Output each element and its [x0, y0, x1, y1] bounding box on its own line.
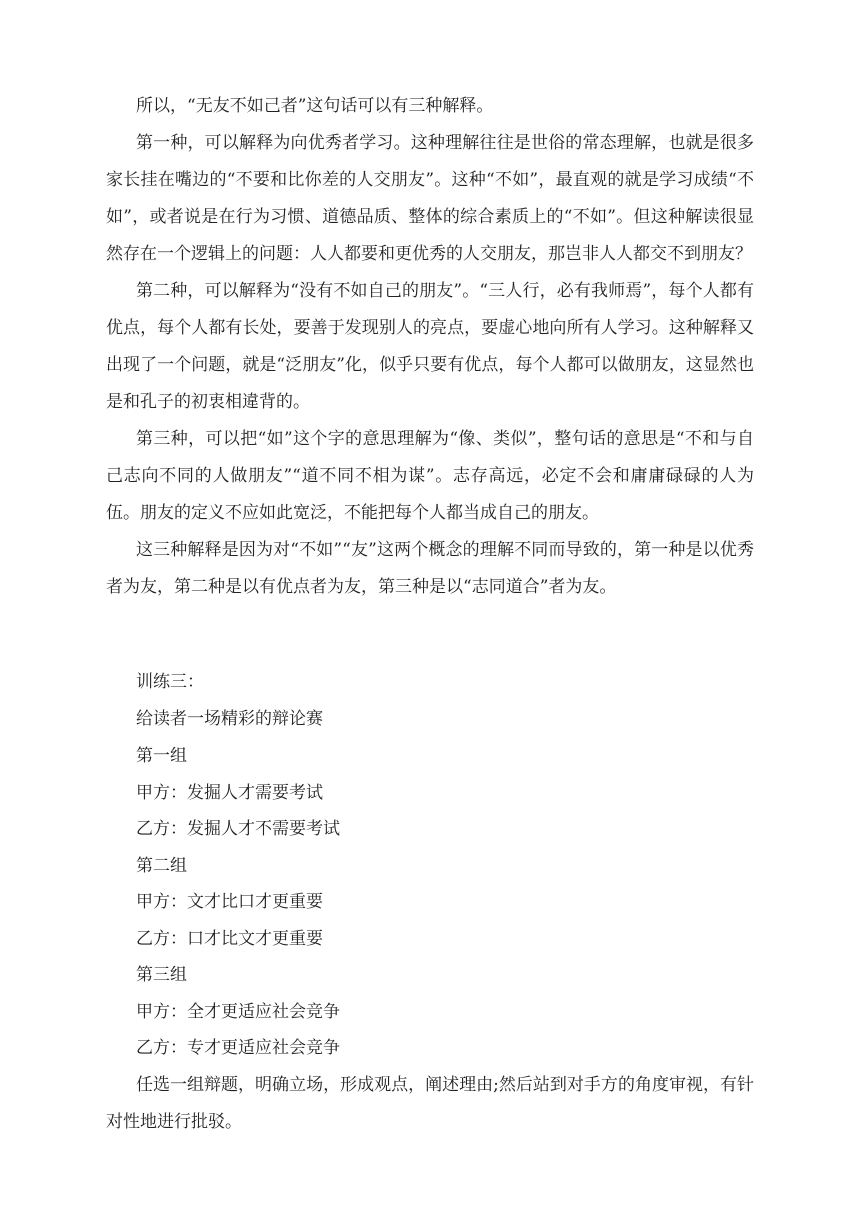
group-1-side-b: 乙方：发掘人才不需要考试 — [136, 819, 340, 839]
training-heading: 训练三： — [136, 672, 204, 692]
group-1-side-a: 甲方：发掘人才需要考试 — [136, 782, 323, 803]
training-task: 任选一组辩题，明确立场，形成观点，阐述理由;然后站到对手方的角度审视，有针对性地进行批驳。 — [106, 1074, 754, 1132]
group-3-side-a: 甲方：全才更适应社会竞争 — [136, 1001, 340, 1022]
paragraph-intro: 所以，“无友不如己者”这句话可以有三种解释。 — [136, 96, 494, 116]
paragraph-summary: 这三种解释是因为对“不如”“友”这两个概念的理解不同而导致的，第一种是以优秀者为友，第二种是以有优点者为友，第三种是以“志同道合”者为友。 — [106, 540, 754, 597]
group-3-label: 第三组 — [136, 965, 187, 985]
document-page — [106, 88, 754, 1141]
paragraph-third-interpretation: 第三种，可以把“如”这个字的意思理解为“像、类似”，整句话的意思是“不和与自己志向不同的人做朋友”“道不同不相为谋”。志存高远，必定不会和庸庸碌碌的人为伍。朋友的定义不应如此宽泛，不能把每个人都当成自己的朋友。 — [106, 429, 754, 523]
group-1-label: 第一组 — [136, 746, 187, 766]
paragraph-second-interpretation: 第二种，可以解释为“没有不如自己的朋友”。“三人行，必有我师焉”，每个人都有优点，每个人都有长处，要善于发现别人的亮点，要虚心地向所有人学习。这种解释又出现了一个问题，就是“泛朋友”化，似乎只要有优点，每个人都可以做朋友，这显然也是和孔子的初衷相違背的。 — [106, 281, 754, 412]
group-2-side-b: 乙方：口才比文才更重要 — [136, 928, 323, 949]
group-2-label: 第二组 — [136, 855, 187, 876]
training-title: 给读者一场精彩的辩论赛 — [136, 709, 323, 729]
group-3-side-b: 乙方：专才更适应社会竞争 — [136, 1038, 340, 1058]
group-2-side-a: 甲方：文才比口才更重要 — [136, 892, 323, 912]
paragraph-first-interpretation: 第一种，可以解释为向优秀者学习。这种理解往往是世俗的常态理解，也就是很多家长挂在嘴边的“不要和比你差的人交朋友”。这种“不如”，最直观的就是学习成绩“不如”，或者说是在行为习惯、道德品质、整体的综合素质上的“不如”。但这种解读很显然存在一个逻辑上的问题：人人都要和更优秀的人交朋友，那岂非人人都交不到朋友？ — [106, 133, 754, 264]
section-gap — [106, 606, 754, 664]
